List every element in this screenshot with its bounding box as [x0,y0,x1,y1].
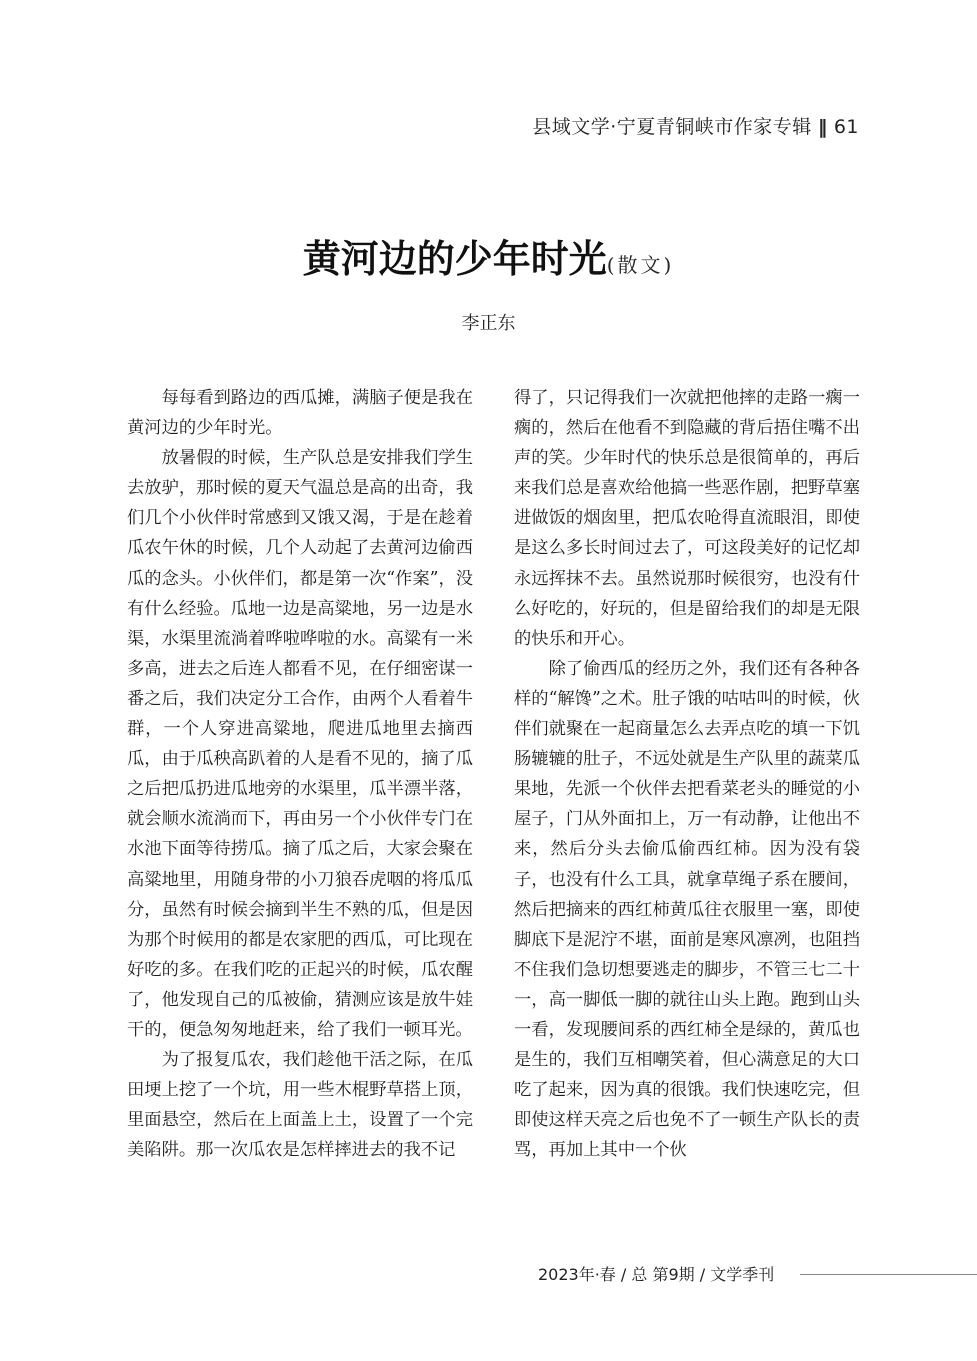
footer-rule [800,1274,977,1275]
paragraph: 放暑假的时候，生产队总是安排我们学生去放驴，那时候的夏天气温总是高的出奇，我们几个小伙伴时常感到又饿又渴，于是在趁着瓜农午休的时候，几个人动起了去黄河边偷西瓜的念头。小伙伴们，都是第一次“作案”，没有什么经验。瓜地一边是高粱地，另一边是水渠，水渠里流淌着哗啦哗啦的水。高粱有一米多高，进去之后连人都看不见，在仔细密谋一番之后，我们决定分工合作，由两个人看着牛群，一个人穿进高粱地，爬进瓜地里去摘西瓜，由于瓜秧高趴着的人是看不见的，摘了瓜之后把瓜扔进瓜地旁的水渠里，瓜半漂半落，就会顺水流淌而下，再由另一个小伙伴专门在水池下面等待捞瓜。摘了瓜之后，大家会聚在高粱地里，用随身带的小刀狼吞虎咽的将瓜瓜分，虽然有时候会摘到半生不熟的瓜，但是因为那个时候用的都是农家肥的西瓜，可比现在好吃的多。在我们吃的正起兴的时候，瓜农醒了，他发现自己的瓜被偷，猜测应该是放牛娃干的，便急匆匆地赶来，给了我们一顿耳光。 [127,448,474,1040]
running-header [532,112,859,139]
text-column-right [514,383,860,1165]
article-title: 黄河边的少年时光 [302,236,607,281]
text-column-left [127,383,473,1165]
paragraph: 除了偷西瓜的经历之外，我们还有各种各样的“解馋”之术。肚子饿的咕咕叫的时候，伙伴们就聚在一起商量怎么去弄点吃的填一下饥肠辘辘的肚子，不远处就是生产队里的蔬菜瓜果地，先派一个伙伴去把看菜老头的睡觉的小屋子，门从外面扣上，万一有动静，让他出不来，然后分头去偷瓜偷西红柿。因为没有袋子，也没有什么工具，就拿草绳子系在腰间，然后把摘来的西红柿黄瓜往衣服里一塞，即使脚底下是泥泞不堪，面前是寒风凛冽，也阻挡不住我们急切想要逃走的脚步，不管三七二十一，高一脚低一脚的就往山头上跑。跑到山头一看，发现腰间系的西红柿全是绿的，黄瓜也是生的，我们互相嘲笑着，但心满意足的大口吃了起来，因为真的很饿。我们快速吃完，但即使这样天亮之后也免不了一顿生产队长的责骂，再加上其中一个伙 [514,658,861,1161]
header-separator: ‖ [817,116,828,138]
paragraph: 为了报复瓜农，我们趁他干活之际，在瓜田埂上挖了一个坑，用一些木棍野草搭上顶，里面悬空，然后在上面盖上土，设置了一个完美陷阱。那一次瓜农是怎样摔进去的我不记 [127,1050,473,1161]
issue-footer: 2023年·春 / 总 第9期 / 文学季刊 [538,1265,775,1284]
paragraph: 每每看到路边的西瓜摊，满脑子便是我在黄河边的少年时光。 [127,388,473,439]
page-number: 61 [833,116,859,138]
section-title: 县域文学·宁夏青铜峡市作家专辑 [532,116,812,138]
article-genre: (散文) [606,253,675,277]
article-heading [0,228,977,283]
article-author: 李正东 [461,313,516,334]
paragraph-continued: 得了，只记得我们一次就把他摔的走路一瘸一瘸的，然后在他看不到隐藏的背后捂住嘴不出声的笑。少年时代的快乐总是很简单的，再后来我们总是喜欢给他搞一些恶作剧，把野草塞进做饭的烟囱里，把瓜农呛得直流眼泪，即使是这么多长时间过去了，可这段美好的记忆却永远挥抹不去。虽然说那时候很穷，也没有什么好吃的，好玩的，但是留给我们的却是无限的快乐和开心。 [514,388,860,649]
